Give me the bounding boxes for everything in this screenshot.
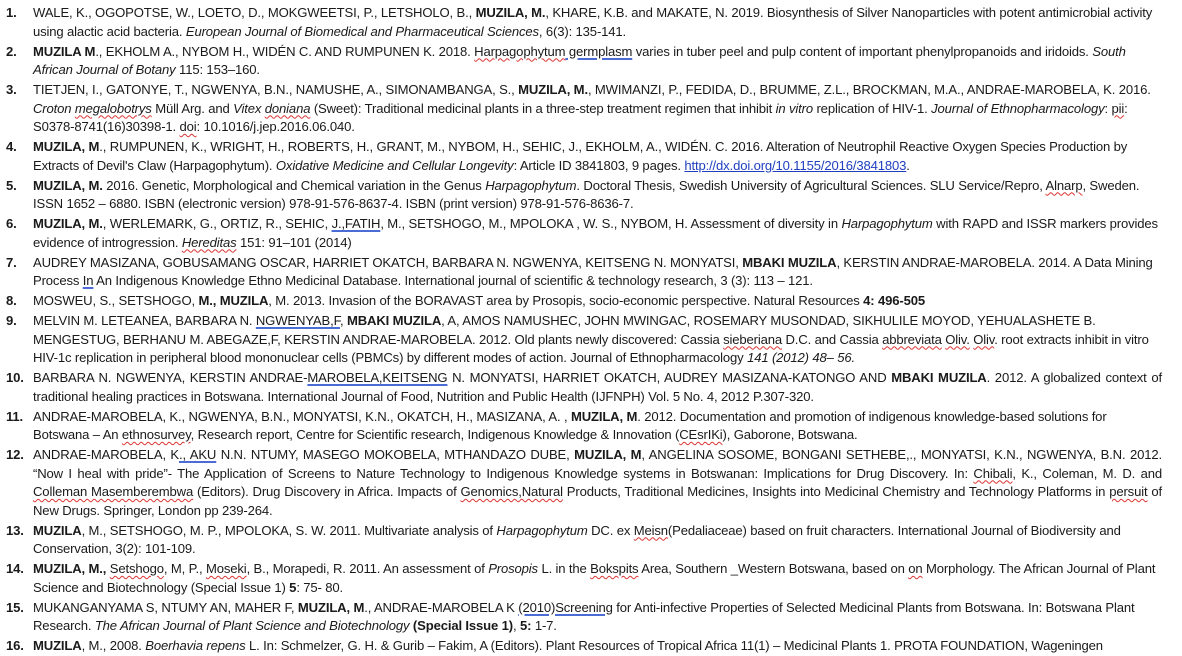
spellcheck-flagged-word: on (908, 561, 923, 576)
reference-text: varies in tuber peel and pulp content of important phenylpropanoids and iridoids. (632, 43, 1093, 59)
reference-text: : (1104, 100, 1112, 116)
grammar-flagged-text: NGWENYAB,F (255, 313, 340, 328)
spellcheck-flagged-word: pii (1111, 100, 1125, 116)
reference-text: , B., Morapedi, R. 2011. An assessment of (246, 561, 489, 576)
reference-number: 6. (6, 216, 17, 231)
reference-text: An Indigenous Knowledge Ethno Medicinal Database. International journal of scientific & technology research, 3 (3): 113 – 121. (93, 273, 813, 288)
reference-text: MOSWEU, S., SETSHOGO, (33, 293, 199, 308)
reference-item (6, 408, 1162, 445)
author-highlight: 5: (519, 618, 532, 633)
reference-item (6, 369, 1162, 406)
reference-text: TIETJEN, I., GATONYE, T., NGWENYA, B.N., NAMUSHE, A., SIMONAMBANGA, S., (33, 82, 519, 97)
reference-text: , M., SETSHOGO, M., MPOLOKA , W. S., NYBOM, H. Assessment of diversity in (380, 216, 842, 231)
reference-text: of New Drugs. Springer, London pp 239-264. (33, 484, 1162, 518)
author-highlight: MUZILA M (33, 43, 96, 59)
reference-item (6, 177, 1162, 214)
reference-text: . 2012. Documentation and promotion of indigenous knowledge-based solutions for Botswana – An (33, 408, 1107, 442)
doi-link[interactable]: http://dx.doi.org/10.1155/2016/3841803 (684, 157, 907, 173)
author-highlight: MUZILA, M (33, 139, 100, 154)
italic-text: Harpagophytum (841, 216, 933, 231)
reference-text: N. MONYATSI, HARRIET OKATCH, AUDREY MASIZANA-KATONGO AND (447, 370, 892, 385)
reference-text: . 2012. A globalized context of traditional healing practices in Botswana. International Journal of Food, Nutrition and Public Health (IJFNPH) Vol. 5 No. 4, 2012 P.307-320. (33, 370, 1162, 404)
author-highlight: MBAKI MUZILA (742, 254, 837, 270)
reference-list (6, 4, 1162, 656)
reference-text: 151: 91–101 (2014) (236, 234, 352, 250)
author-highlight: MUZILA, M. (475, 5, 546, 20)
reference-text: with RAPD and ISSR markers provides evidence of introgression. (33, 216, 1158, 250)
author-highlight: MUZILA, M. (33, 216, 103, 231)
italic-text: The African Journal of Plant Science and Biotechnology (94, 618, 410, 633)
spellcheck-flagged-word: abbreviata (882, 331, 942, 347)
grammar-flagged-text: In (82, 273, 94, 288)
reference-text: , 6(3): 135-141. (538, 23, 627, 39)
spellcheck-flagged-word: sieberiana (723, 331, 783, 347)
reference-text: : S0378-8741(16)30398-1. (33, 100, 1128, 134)
reference-number: 8. (6, 293, 17, 308)
reference-item (6, 560, 1162, 597)
reference-item (6, 254, 1162, 291)
spellcheck-flagged-word: doi (179, 119, 197, 134)
reference-text: , M, P., (163, 561, 206, 576)
spellcheck-flagged-word: Genomics,Natural (460, 484, 563, 499)
reference-text: ), Gaborone, Botswana. (722, 427, 858, 442)
reference-number: 13. (6, 522, 24, 538)
italic-text: South African Journal of Botany (33, 43, 1126, 77)
reference-text: AUDREY MASIZANA, GOBUSAMANG OSCAR, HARRIET OKATCH, BARBARA N. NGWENYA, KEITSENG N. MONYATSI, (33, 254, 743, 270)
spellcheck-flagged-word: Oliv (973, 331, 995, 347)
reference-text: , (513, 618, 520, 633)
spellcheck-flagged-word: Harpagophytum (474, 43, 566, 59)
grammar-flagged-text: (2010)Screening (518, 599, 613, 615)
reference-item (6, 446, 1162, 520)
reference-text: 115: 153–160. (175, 62, 260, 77)
author-highlight: MUZILA, M. (518, 82, 588, 97)
reference-item (6, 292, 1162, 311)
author-highlight: MBAKI MUZILA (891, 370, 987, 385)
reference-text: , ANGELINA SOSOME, BONGANI SETHEBE,., MONYATSI, K.N., NGWENYA, B.N. 2012. “Now I heal with pride”- The Application of Screens to Nature Technology to Indigenous Knowledge systems in Botswanan: Implications for Drug Discovery. In: (33, 447, 1162, 481)
reference-text: , MWIMANZI, P., FEDIDA, D., BRUMME, Z.L., BROCKMAN, M.A., ANDRAE-MAROBELA, K. 2016. (587, 82, 1151, 97)
reference-text: ANDRAE-MAROBELA, K., NGWENYA, B.N., MONYATSI, K.N., OKATCH, H., MASIZANA, A. , (33, 408, 571, 424)
reference-text: , KERSTIN ANDRAE-MAROBELA. 2014. A Data Mining Process (33, 254, 1153, 288)
reference-item (6, 215, 1162, 252)
reference-text: Müll Arg. and (151, 100, 234, 116)
reference-text: ., ANDRAE-MAROBELA K (364, 599, 519, 615)
author-highlight: MUZILA (33, 638, 82, 653)
reference-text: : Article ID 3841803, 9 pages. (513, 157, 685, 173)
italic-text: Prosopis (488, 561, 538, 576)
reference-number: 15. (6, 599, 24, 615)
grammar-flagged-text: J.,FATIH (331, 216, 381, 231)
italic-text: in vitro (775, 100, 813, 116)
spellcheck-flagged-word: megalobotrys (74, 100, 152, 116)
reference-text: (Sweet): Traditional medicinal plants in a three-step treatment regimen that inhibit (310, 100, 776, 116)
author-highlight: 5 (289, 579, 297, 595)
reference-text: for Anti-infective Properties of Selected Medicinal Plants from Botswana. In: Botswana Plant Research. (33, 599, 1135, 633)
reference-number: 12. (6, 447, 24, 462)
author-highlight: MUZILA (33, 522, 82, 538)
author-highlight: 4: 496-505 (863, 293, 925, 308)
reference-number: 2. (6, 43, 17, 59)
reference-text: Area, Southern _Western Botswana, based on (638, 561, 909, 576)
reference-item (6, 81, 1162, 137)
reference-text: ., EKHOLM A., NYBOM H., WIDÉN C. AND RUMPUNEN K. 2018. (95, 43, 475, 59)
spellcheck-flagged-word: Meisn (633, 522, 668, 538)
spellcheck-flagged-word: Oliv. (945, 331, 970, 347)
reference-text: , Research report, Centre for Scientific research, Indigenous Knowledge & Innovation ( (190, 427, 680, 442)
spellcheck-flagged-word: Hereditas (181, 234, 237, 250)
reference-text: N.N. NTUMY, MASEGO MOKOBELA, MTHANDAZO DUBE, (216, 447, 575, 462)
reference-text: L. in the (537, 561, 591, 576)
reference-number: 16. (6, 638, 24, 653)
reference-item (6, 599, 1162, 636)
reference-text: MELVIN M. LETEANEA, BARBARA N. (33, 313, 256, 328)
reference-text: , WERLEMARK, G., ORTIZ, R., SEHIC, (102, 216, 332, 231)
reference-item (6, 522, 1162, 559)
author-highlight: M., MUZILA (198, 293, 269, 308)
reference-text: : 75- 80. (296, 579, 344, 595)
reference-text: DC. ex (587, 522, 634, 538)
reference-text: D.C. and Cassia (782, 331, 883, 347)
reference-item (6, 312, 1162, 368)
author-highlight: MUZILA, M., (33, 561, 107, 576)
reference-text: . (906, 157, 910, 173)
reference-item (6, 138, 1162, 175)
grammar-flagged-text: MAROBELA,KEITSENG (307, 370, 448, 385)
reference-number: 3. (6, 82, 17, 97)
spellcheck-flagged-word: Setshogo (109, 561, 164, 576)
italic-text: Vitex (233, 100, 265, 116)
reference-number: 4. (6, 139, 17, 154)
reference-text: , A, AMOS NAMUSHEC, JOHN MWINGAC, ROSEMARY MUSONDAD, SIKHULILE MOYOD, YEHUALASHETE B. MENGESTUG, BERHANU M. ABEGAZE,F, KERSTIN ANDRAE-MAROBELA. 2012. Old plants newly discovered: Cassia (33, 313, 1096, 347)
spellcheck-flagged-word: ethnosurvey (121, 427, 191, 442)
italic-text: Journal of Ethnopharmacology (931, 100, 1105, 116)
italic-text: Croton (33, 100, 75, 116)
spellcheck-flagged-word: Moseki (205, 561, 247, 576)
reference-text: MUKANGANYAMA S, NTUMY AN, MAHER F, (33, 599, 298, 615)
reference-number: 7. (6, 254, 17, 270)
spellcheck-flagged-word: Bokspits (590, 561, 639, 576)
spellcheck-flagged-word: CEsrIKi (679, 427, 723, 442)
reference-item (6, 4, 1162, 41)
reference-text: (Editors). Drug Discovery in Africa. Impacts of (193, 484, 461, 499)
reference-text: (Pedaliaceae) based on fruit characters. International Journal of Biodiversity and Conservation, 3(2): 101-109. (33, 522, 1121, 556)
author-highlight: (Special Issue 1) (412, 618, 513, 633)
reference-text: replication of HIV-1. (812, 100, 932, 116)
reference-text: , K., Coleman, M. D. and (1012, 465, 1162, 481)
reference-number: 10. (6, 370, 24, 385)
reference-text: 1-7. (531, 618, 557, 633)
reference-text: , KHARE, K.B. and MAKATE, N. 2019. Biosynthesis of Silver Nanoparticles with potent antimicrobial activity using alactic acid bacteria. (33, 5, 1153, 39)
italic-text: Oxidative Medicine and Cellular Longevity (275, 157, 514, 173)
italic-text: 141 (2012) 48– 56. (747, 350, 856, 365)
author-highlight: MUZILA, M (574, 447, 642, 462)
reference-text: , M. 2013. Invasion of the BORAVAST area by Prosopis, socio-economic perspective. Natural Resources (268, 293, 864, 308)
grammar-flagged-text: ., AKU (179, 447, 217, 462)
author-highlight: MUZILA, M (570, 408, 638, 424)
reference-text: , (339, 313, 347, 328)
italic-text: European Journal of Biomedical and Pharmaceutical Sciences (185, 23, 539, 39)
reference-text: WALE, K., OGOPOTSE, W., LOETO, D., MOKGWEETSI, P., LETSHOLO, B., (33, 5, 476, 20)
reference-text: . Doctoral Thesis, Swedish University of Agricultural Sciences. SLU Service/Repro, (576, 177, 1046, 193)
reference-number: 14. (6, 561, 24, 576)
reference-item (6, 43, 1162, 80)
reference-text: , M., 2008. (81, 638, 146, 653)
reference-text: ., RUMPUNEN, K., WRIGHT, H., ROBERTS, H., GRANT, M., NYBOM, H., SEHIC, J., EKHOLM, A., WIDÉN. C. 2016. Alteration of Neutrophil Reactive Oxygen Species Production by Extracts of Devil's Claw (Harpagophytum). (33, 139, 1128, 173)
grammar-flagged-text: germplasm (565, 43, 633, 59)
reference-text: ANDRAE-MAROBELA, K (33, 447, 180, 462)
spellcheck-flagged-word: Chibali (973, 465, 1013, 481)
reference-text: . root extracts inhibit in vitro HIV-1c replication in peripheral blood mononuclear cells (PBMCs) by different modes of action. Journal of Ethnopharmacology (33, 331, 1149, 365)
reference-text: Morphology. The African Journal of Plant Science and Biotechnology (Special Issue 1) (33, 561, 1156, 595)
reference-text: : 10.1016/j.jep.2016.06.040. (196, 119, 355, 134)
reference-text: 2016. Genetic, Morphological and Chemical variation in the Genus (102, 177, 486, 193)
spellcheck-flagged-word: doniana (264, 100, 311, 116)
author-highlight: MUZILA, M. (33, 177, 103, 193)
reference-number: 9. (6, 313, 17, 328)
spellcheck-flagged-word: persuit (1109, 484, 1148, 499)
italic-text: Boerhavia repens (145, 638, 246, 653)
reference-number: 11. (6, 408, 24, 424)
italic-text: Harpagophytum (485, 177, 577, 193)
author-highlight: MBAKI MUZILA (346, 313, 442, 328)
reference-text: , M., SETSHOGO, M. P., MPOLOKA, S. W. 2011. Multivariate analysis of (81, 522, 497, 538)
spellcheck-flagged-word: Alnarp (1045, 177, 1083, 193)
reference-text: , Sweden. ISSN 1652 – 6880. ISBN (electronic version) 978-91-576-8637-4. ISBN (print version) 978-91-576-8636-7. (33, 177, 1140, 211)
reference-text: Products, Traditional Medicines, Insights into Medicinal Chemistry and Technology Platforms in (562, 484, 1110, 499)
italic-text: Harpagophytum (496, 522, 588, 538)
reference-number: 1. (6, 5, 17, 20)
author-highlight: MUZILA, M (297, 599, 365, 615)
reference-number: 5. (6, 177, 17, 193)
reference-text: BARBARA N. NGWENYA, KERSTIN ANDRAE- (33, 370, 308, 385)
reference-text: L. In: Schmelzer, G. H. & Gurib – Fakim, A (Editors). Plant Resources of Tropical Africa 11(1) – Medicinal Plants 1. PROTA FOUNDATION, Wageningen (245, 638, 1103, 653)
spellcheck-flagged-word: Colleman Masemberembwa (33, 484, 194, 499)
